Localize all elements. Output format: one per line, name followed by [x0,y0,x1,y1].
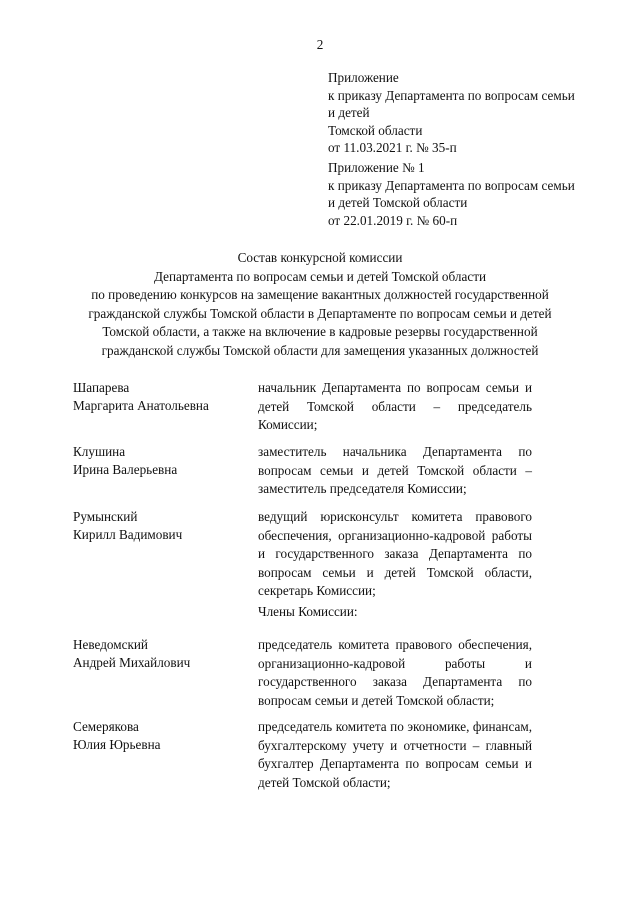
appendix-line: и детей Томской области [328,195,468,210]
member-role: ведущий юрисконсульт комитета правового обеспечения, организационно-кадровой работы и государственного заказа Департамента по вопросам семьи и детей Томской области, секретарь Комиссии; [258,509,532,599]
title-line: Состав конкурсной комиссии [237,250,403,265]
member-surname: Румынский [73,509,138,524]
document-title [0,249,640,361]
member-given-names: Андрей Михайлович [73,655,191,670]
title-line: Томской области, а также на включение в кадровые резервы государственной [102,324,538,340]
member-given-names: Кирилл Вадимович [73,527,183,542]
member-given-names: Ирина Валерьевна [73,462,178,477]
member-name [73,379,243,415]
member-name [73,508,243,544]
appendix-line: Приложение № 1 [328,160,425,175]
member-role: председатель комитета правового обеспечения, организационно-кадровой работы и государственного заказа Департамента по вопросам семьи и детей Томской области; [258,637,532,708]
appendix-line: от 11.03.2021 г. № 35-п [328,140,457,155]
appendix-line: к приказу Департамента по вопросам семьи [328,177,575,193]
member-surname: Шапарева [73,380,130,395]
member-role: заместитель начальника Департамента по вопросам семьи и детей Томской области – заместитель председателя Комиссии; [258,444,532,497]
member-name [73,718,243,754]
member-surname: Клушина [73,444,126,459]
appendix-line: Приложение [328,70,399,85]
appendix-current [328,69,608,157]
member-name [73,636,243,672]
title-line: по проведению конкурсов на замещение вакантных должностей государственной [91,287,549,303]
member-given-names: Маргарита Анатольевна [73,398,209,413]
appendix-line: и детей [328,105,370,120]
member-role: председатель комитета по экономике, финансам, бухгалтерскому учету и отчетности – главный бухгалтер Департамента по вопросам семьи и детей Томской области; [258,719,532,790]
members-section-label: Члены Комиссии: [258,604,358,619]
appendix-line: Томской области [328,122,423,138]
appendix-line: от 22.01.2019 г. № 60-п [328,212,458,228]
member-given-names: Юлия Юрьевна [73,737,161,752]
member-role: начальник Департамента по вопросам семьи и детей Томской области – председатель Комиссии; [258,380,532,433]
appendix-line: к приказу Департамента по вопросам семьи [328,87,575,103]
title-line: гражданской службы Томской области для замещения указанных должностей [101,342,539,358]
member-surname: Семерякова [73,719,139,734]
title-line: гражданской службы Томской области в Департаменте по вопросам семьи и детей [88,305,552,321]
title-line: Департамента по вопросам семьи и детей Томской области [153,268,487,284]
member-name [73,443,243,479]
page-number: 2 [316,37,324,52]
appendix-original [328,159,608,229]
member-surname: Неведомский [73,637,148,652]
